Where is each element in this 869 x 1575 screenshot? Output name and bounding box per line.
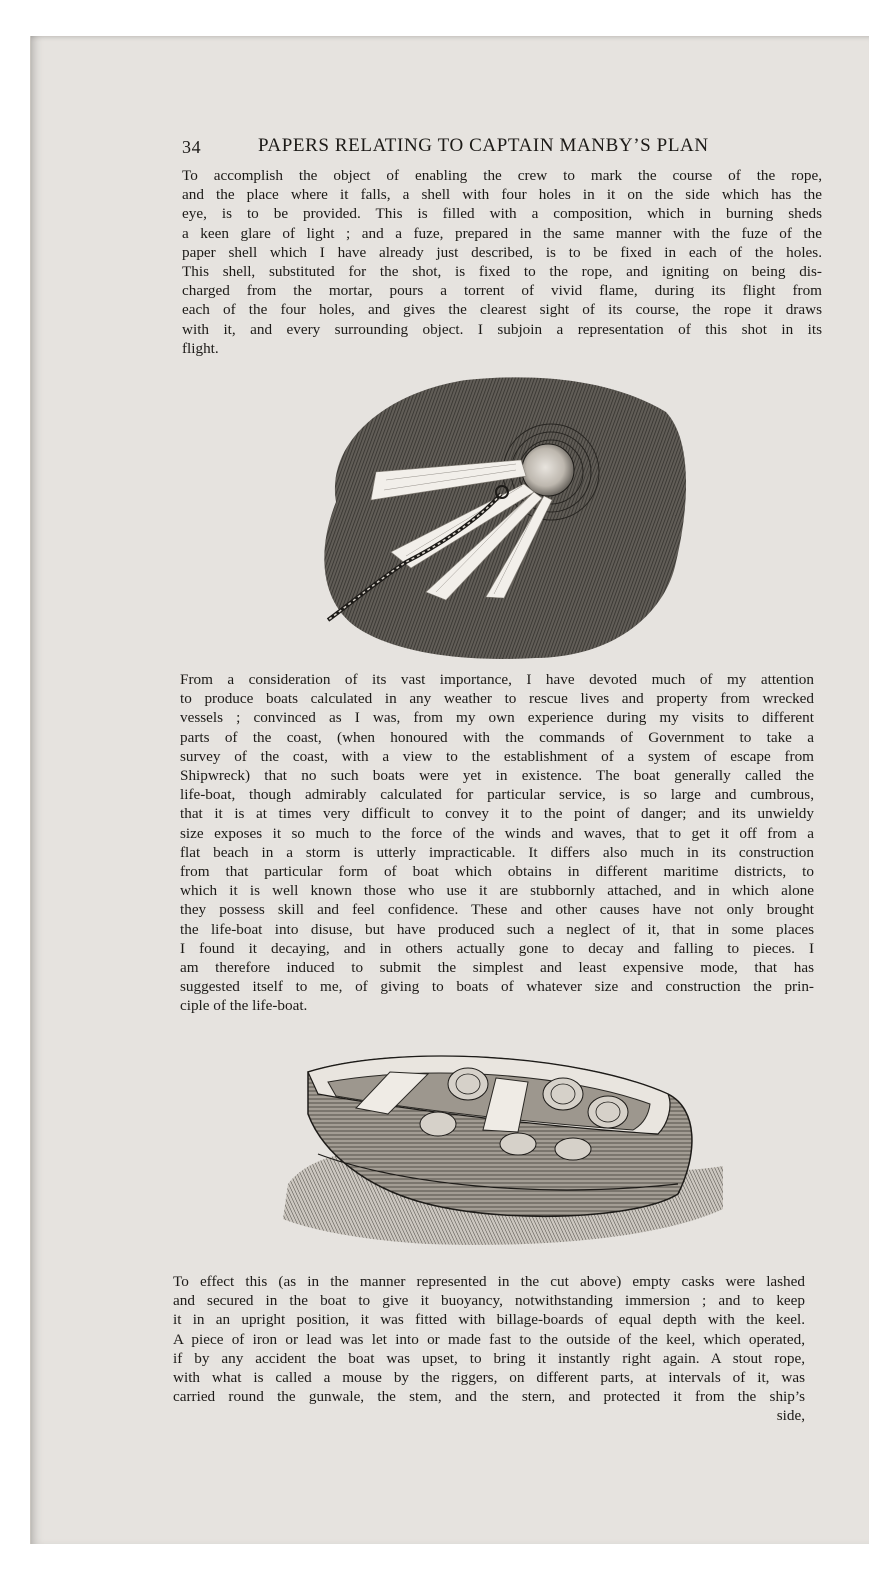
text-line: charged from the mortar, pours a torrent of vivid flame, during its flight from bbox=[182, 282, 822, 300]
paragraph-casks bbox=[173, 1272, 805, 1426]
text-line: flat beach in a storm is utterly impracticable. It differs also much in its construction bbox=[180, 843, 814, 861]
text-line: I found it decaying, and in others actually gone to decay and falling to pieces. I bbox=[180, 939, 814, 957]
text-line: paper shell which I have already just described, is to be fixed in each of the holes. bbox=[182, 243, 822, 261]
text-line: they possess skill and feel confidence. These and other causes have not only brought bbox=[180, 901, 814, 919]
paragraph-life-boats bbox=[180, 670, 814, 1016]
text-line: and secured in the boat to give it buoyancy, notwithstanding immersion ; and to keep bbox=[173, 1292, 805, 1310]
text-line: size exposes it so much to the force of the winds and waves, that to get it off from a bbox=[180, 824, 814, 842]
text-line: survey of the coast, with a view to the establishment of a system of escape from bbox=[180, 747, 814, 765]
text-line: flight. bbox=[182, 339, 219, 357]
page-header bbox=[182, 135, 822, 161]
text-line: that it is at times very difficult to convey it to the point of danger; and its unwieldy bbox=[180, 805, 814, 823]
catchword: side, bbox=[776, 1407, 805, 1425]
text-line: with it, and every surrounding object. I subjoin a representation of this shot in its bbox=[182, 320, 822, 338]
text-line: From a consideration of its vast importance, I have devoted much of my attention bbox=[180, 671, 814, 688]
text-line: This shell, substituted for the shot, is fixed to the rope, and igniting on being dis- bbox=[182, 263, 822, 281]
text-line: which it is well known those who use it are stubbornly attached, and in which alone bbox=[180, 882, 814, 900]
text-line: To accomplish the object of enabling the crew to mark the course of the rope, bbox=[182, 167, 822, 184]
text-line: am therefore induced to submit the simplest and least expensive mode, that has bbox=[180, 959, 814, 977]
text-line: a keen glare of light ; and a fuze, prepared in the same manner with the fuze of the bbox=[182, 224, 822, 242]
text-line: suggested itself to me, of giving to boats of whatever size and construction the prin- bbox=[180, 978, 814, 996]
running-title: PAPERS RELATING TO CAPTAIN MANBY’S PLAN bbox=[258, 135, 709, 156]
text-line: to produce boats calculated in any weather to rescue lives and property from wrecked bbox=[180, 690, 814, 708]
text-line: carried round the gunwale, the stem, and the stern, and protected it from the ship’s bbox=[173, 1388, 805, 1406]
text-line: with what is called a mouse by the riggers, on different parts, at intervals of it, was bbox=[173, 1369, 805, 1387]
text-line: from that particular form of boat which obtains in different maritime districts, to bbox=[180, 863, 814, 881]
text-line: it in an upright position, it was fitted with billage-boards of equal depth with the keel. bbox=[173, 1311, 805, 1329]
page-number: 34 bbox=[182, 137, 202, 157]
text-line: Shipwreck) that no such boats were yet in existence. The boat generally called the bbox=[180, 767, 814, 785]
life-boat-with-casks-engraving bbox=[278, 1034, 728, 1252]
text-line: and the place where it falls, a shell with four holes in it on the side which has the bbox=[182, 186, 822, 204]
text-line: To effect this (as in the manner represented in the cut above) empty casks were lashed bbox=[173, 1273, 805, 1290]
paragraph-signal-shell bbox=[182, 166, 822, 358]
text-line: if by any accident the boat was upset, to bring it instantly right again. A stout rope, bbox=[173, 1349, 805, 1367]
text-line: each of the four holes, and gives the clearest sight of its course, the rope it draws bbox=[182, 301, 822, 319]
text-line: A piece of iron or lead was let into or made fast to the outside of the keel, which operated, bbox=[173, 1330, 805, 1348]
text-line: life-boat, though admirably calculated for particular service, is so large and cumbrous, bbox=[180, 786, 814, 804]
text-line: ciple of the life-boat. bbox=[180, 997, 308, 1015]
text-line: eye, is to be provided. This is filled with a composition, which in burning sheds bbox=[182, 205, 822, 223]
text-line: the life-boat into disuse, but have produced such a neglect of it, that in some places bbox=[180, 920, 814, 938]
shell-in-flight-engraving bbox=[316, 372, 694, 662]
text-line: vessels ; convinced as I was, from my own experience during my visits to different bbox=[180, 709, 814, 727]
text-line: parts of the coast, (when honoured with the commands of Government to take a bbox=[180, 728, 814, 746]
